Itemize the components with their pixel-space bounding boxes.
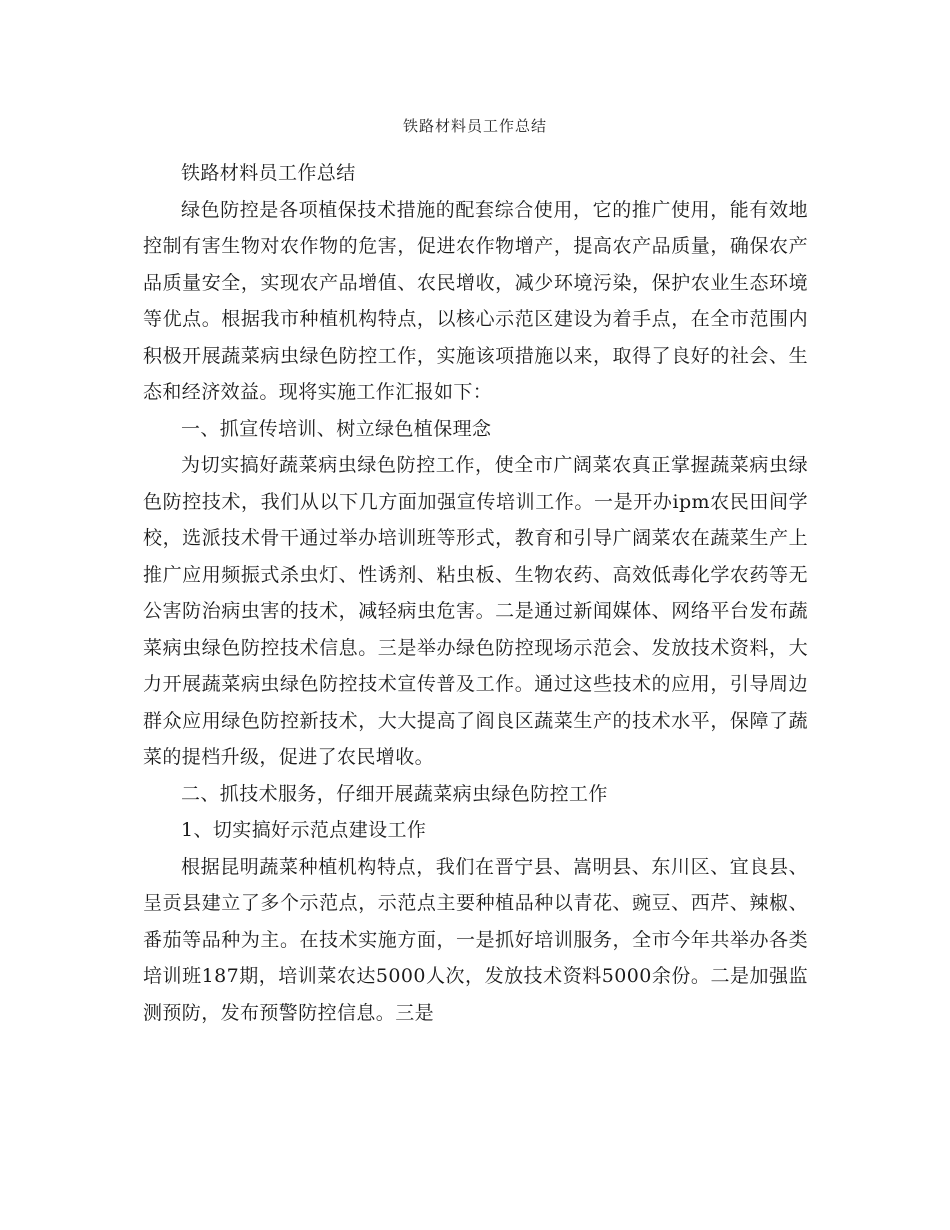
paragraph-section-1: 为切实搞好蔬菜病虫绿色防控工作，使全市广阔菜农真正掌握蔬菜病虫绿色防控技术，我们从以下几方面加强宣传培训工作。一是开办ipm农民田间学校，选派技术骨干通过举办培训班等形式，教育和引导广阔菜农在蔬菜生产上推广应用频振式杀虫灯、性诱剂、粘虫板、生物农药、高效低毒化学农药等无公害防治病虫害的技术，减轻病虫危害。二是通过新闻媒体、网络平台发布蔬菜病虫绿色防控技术信息。三是举办绿色防控现场示范会、发放技术资料，大力开展蔬菜病虫绿色防控技术宣传普及工作。通过这些技术的应用，引导周边群众应用绿色防控新技术，大大提高了阎良区蔬菜生产的技术水平，保障了蔬菜的提档升级，促进了农民增收。 [143,454,808,768]
document-body [143,155,808,1031]
subsection-heading-1: 1、切实搞好示范点建设工作 [181,819,427,841]
paragraph-subsection-1: 根据昆明蔬菜种植机构特点，我们在晋宁县、嵩明县、东川区、宜良县、呈贡县建立了多个示范点，示范点主要种植品种以青花、豌豆、西芹、辣椒、番茄等品种为主。在技术实施方面，一是抓好培训服务，全市今年共举办各类培训班187期，培训菜农达5000人次，发放技术资料5000余份。二是加强监测预防，发布预警防控信息。三是 [143,855,808,1024]
document-title: 铁路材料员工作总结 [181,162,356,184]
section-heading-2: 二、抓技术服务，仔细开展蔬菜病虫绿色防控工作 [181,782,608,805]
paragraph-intro: 绿色防控是各项植保技术措施的配套综合使用，它的推广使用，能有效地控制有害生物对农作物的危害，促进农作物增产，提高农产品质量，确保农产品质量安全，实现农产品增值、农民增收，减少环境污染，保护农业生态环境等优点。根据我市种植机构特点，以核心示范区建设为着手点，在全市范围内积极开展蔬菜病虫绿色防控工作，实施该项措施以来，取得了良好的社会、生态和经济效益。现将实施工作汇报如下： [143,198,808,403]
page-header: 铁路材料员工作总结 [402,117,547,135]
section-heading-1: 一、抓宣传培训、树立绿色植保理念 [181,417,492,440]
